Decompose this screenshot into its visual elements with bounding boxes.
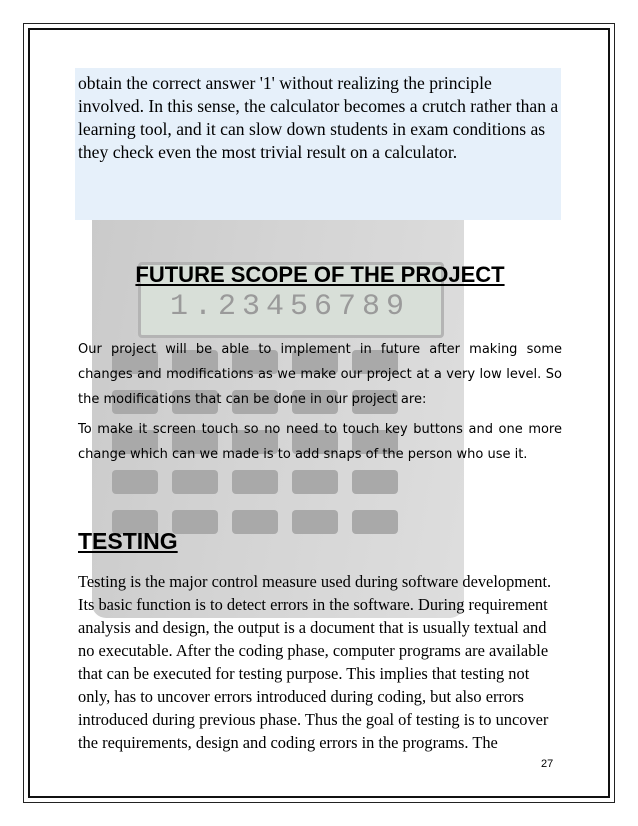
- future-scope-paragraph-1: Our project will be able to implement in future after making some changes and modifications as we make our project at a very low level. So the modifications that can be done in our project are:: [78, 342, 562, 407]
- future-scope-heading: FUTURE SCOPE OF THE PROJECT: [135, 262, 505, 287]
- intro-paragraph: obtain the correct answer '1' without realizing the principle involved. In this sense, the calculator becomes a crutch rather than a learning tool, and it can slow down students in exam conditions as they check even the most trivial result on a calculator.: [78, 73, 559, 162]
- calculator-display-digits: 1.23456789: [170, 290, 411, 324]
- testing-heading: TESTING: [78, 528, 178, 554]
- page-number: 27: [541, 758, 554, 770]
- future-scope-paragraph-2: To make it screen touch so no need to touch key buttons and one more change which can we made is to add snaps of the person who use it.: [78, 422, 562, 462]
- testing-paragraph: Testing is the major control measure used during software development. Its basic function is to detect errors in the software. During requirement analysis and design, the output is a document that is usually textual and no executable. After the coding phase, computer programs are available that can be executed for testing purpose. This implies that testing not only, has to uncover errors introduced during coding, but also errors introduced during previous phase. Thus the goal of testing is to uncover the requirements, design and coding errors in the programs. The: [78, 572, 552, 752]
